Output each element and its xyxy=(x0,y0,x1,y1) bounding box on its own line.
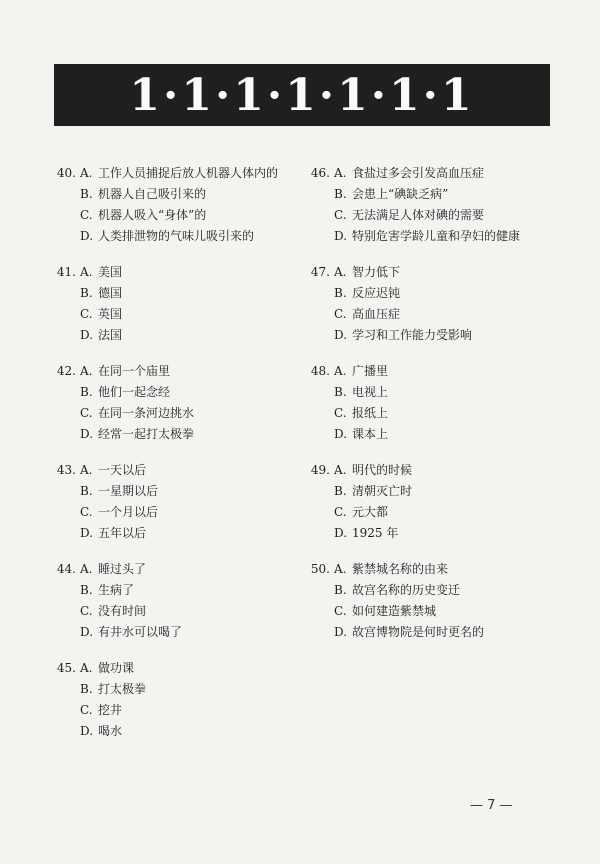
option-text: 如何建造紫禁城 xyxy=(352,604,437,618)
option-letter: C. xyxy=(80,505,93,519)
answer-option xyxy=(52,382,302,403)
option-letter: B. xyxy=(80,286,93,300)
answer-option xyxy=(52,523,302,544)
question-number: 44. xyxy=(56,562,76,576)
option-letter: B. xyxy=(80,583,93,597)
option-text: 电视上 xyxy=(352,385,389,399)
option-text: 故宫名称的历史变迁 xyxy=(352,583,461,597)
question-column-left xyxy=(52,163,302,757)
question-number: 40. xyxy=(56,166,76,180)
question-number: 49. xyxy=(310,463,330,477)
question-number: 43. xyxy=(56,463,76,477)
option-letter: D. xyxy=(80,526,94,540)
answer-option xyxy=(306,481,556,502)
option-text: 元大都 xyxy=(352,505,389,519)
answer-option xyxy=(52,679,302,700)
option-letter: B. xyxy=(80,385,93,399)
answer-option xyxy=(52,559,302,580)
answer-option xyxy=(52,580,302,601)
option-letter: B. xyxy=(80,484,93,498)
answer-option xyxy=(52,304,302,325)
option-letter: C. xyxy=(80,703,93,717)
question-number: 45. xyxy=(56,661,76,675)
option-letter: B. xyxy=(80,682,93,696)
question-44 xyxy=(52,559,302,643)
option-letter: B. xyxy=(334,385,347,399)
question-number: 42. xyxy=(56,364,76,378)
option-letter: D. xyxy=(80,724,94,738)
option-text: 一天以后 xyxy=(98,463,147,477)
option-text: 反应迟钝 xyxy=(352,286,401,300)
question-number: 46. xyxy=(310,166,330,180)
answer-option xyxy=(52,283,302,304)
option-text: 特别危害学龄儿童和孕妇的健康 xyxy=(352,229,521,243)
answer-option xyxy=(52,163,302,184)
option-text: 德国 xyxy=(98,286,123,300)
answer-option xyxy=(306,361,556,382)
answer-option xyxy=(52,502,302,523)
option-text: 1925 年 xyxy=(352,526,399,540)
answer-option xyxy=(52,700,302,721)
option-letter: A. xyxy=(80,265,93,279)
option-letter: D. xyxy=(80,625,94,639)
answer-option xyxy=(306,226,556,247)
option-letter: C. xyxy=(334,208,347,222)
option-text: 美国 xyxy=(98,265,123,279)
page-number: — 7 — xyxy=(470,798,513,813)
answer-option xyxy=(52,325,302,346)
option-text: 会患上“碘缺乏病” xyxy=(352,187,449,201)
question-42 xyxy=(52,361,302,445)
option-letter: A. xyxy=(334,364,347,378)
option-letter: D. xyxy=(334,229,348,243)
option-text: 打太极拳 xyxy=(98,682,147,696)
answer-option xyxy=(306,262,556,283)
option-letter: A. xyxy=(334,265,347,279)
option-text: 在同一条河边挑水 xyxy=(98,406,195,420)
option-text: 广播里 xyxy=(352,364,389,378)
option-letter: C. xyxy=(80,604,93,618)
question-49 xyxy=(306,460,556,544)
option-text: 智力低下 xyxy=(352,265,401,279)
option-text: 清朝灭亡时 xyxy=(352,484,413,498)
answer-option xyxy=(306,622,556,643)
option-text: 学习和工作能力受影响 xyxy=(352,328,473,342)
answer-option xyxy=(52,601,302,622)
question-47 xyxy=(306,262,556,346)
answer-option xyxy=(306,580,556,601)
option-text: 法国 xyxy=(98,328,123,342)
answer-option xyxy=(306,523,556,544)
option-letter: C. xyxy=(334,307,347,321)
option-letter: D. xyxy=(334,526,348,540)
option-letter: B. xyxy=(334,286,347,300)
option-letter: D. xyxy=(334,427,348,441)
option-text: 他们一起念经 xyxy=(98,385,171,399)
option-letter: A. xyxy=(334,166,347,180)
option-letter: C. xyxy=(334,505,347,519)
option-text: 没有时间 xyxy=(98,604,147,618)
answer-option xyxy=(306,601,556,622)
option-text: 英国 xyxy=(98,307,123,321)
question-48 xyxy=(306,361,556,445)
answer-option xyxy=(52,184,302,205)
option-text: 在同一个庙里 xyxy=(98,364,171,378)
option-text: 报纸上 xyxy=(352,406,389,420)
option-letter: D. xyxy=(80,229,94,243)
option-text: 一个月以后 xyxy=(98,505,159,519)
page-banner xyxy=(54,64,550,126)
option-text: 机器人吸入“身体”的 xyxy=(98,208,207,222)
answer-option xyxy=(52,205,302,226)
answer-option xyxy=(52,361,302,382)
option-letter: C. xyxy=(80,406,93,420)
option-text: 工作人员捕捉后放人机器人体内的 xyxy=(98,166,279,180)
option-text: 睡过头了 xyxy=(98,562,147,576)
answer-option xyxy=(306,163,556,184)
option-letter: D. xyxy=(334,625,348,639)
option-letter: A. xyxy=(334,562,347,576)
question-41 xyxy=(52,262,302,346)
option-text: 一星期以后 xyxy=(98,484,159,498)
answer-option xyxy=(52,226,302,247)
option-text: 高血压症 xyxy=(352,307,401,321)
option-letter: A. xyxy=(80,661,93,675)
answer-option xyxy=(306,559,556,580)
question-50 xyxy=(306,559,556,643)
option-text: 挖井 xyxy=(98,703,123,717)
option-text: 故宫博物院是何时更名的 xyxy=(352,625,485,639)
option-text: 五年以后 xyxy=(98,526,147,540)
question-40 xyxy=(52,163,302,247)
option-letter: C. xyxy=(334,604,347,618)
answer-option xyxy=(52,424,302,445)
answer-option xyxy=(52,622,302,643)
option-text: 紫禁城名称的由来 xyxy=(352,562,449,576)
answer-option xyxy=(52,403,302,424)
answer-option xyxy=(52,658,302,679)
question-number: 41. xyxy=(56,265,76,279)
option-text: 课本上 xyxy=(352,427,389,441)
question-45 xyxy=(52,658,302,742)
option-letter: A. xyxy=(334,463,347,477)
answer-option xyxy=(52,721,302,742)
answer-option xyxy=(306,205,556,226)
question-43 xyxy=(52,460,302,544)
option-letter: B. xyxy=(80,187,93,201)
answer-option xyxy=(306,460,556,481)
option-text: 人类排泄物的气味儿吸引来的 xyxy=(98,229,255,243)
question-number: 48. xyxy=(310,364,330,378)
option-text: 喝水 xyxy=(98,724,123,738)
option-letter: C. xyxy=(334,406,347,420)
option-text: 明代的时候 xyxy=(352,463,413,477)
answer-option xyxy=(52,460,302,481)
option-letter: D. xyxy=(80,427,94,441)
option-text: 食盐过多会引发高血压症 xyxy=(352,166,485,180)
option-letter: A. xyxy=(80,562,93,576)
option-letter: B. xyxy=(334,583,347,597)
question-46 xyxy=(306,163,556,247)
option-text: 生病了 xyxy=(98,583,135,597)
answer-option xyxy=(306,184,556,205)
answer-option xyxy=(306,502,556,523)
question-number: 50. xyxy=(310,562,330,576)
option-letter: C. xyxy=(80,208,93,222)
answer-option xyxy=(306,283,556,304)
answer-option xyxy=(306,403,556,424)
option-letter: B. xyxy=(334,484,347,498)
option-text: 经常一起打太极拳 xyxy=(98,427,195,441)
option-letter: D. xyxy=(334,328,348,342)
answer-option xyxy=(306,382,556,403)
option-text: 做功课 xyxy=(98,661,135,675)
question-number: 47. xyxy=(310,265,330,279)
banner-text: 1·1·1·1·1·1·1 xyxy=(129,69,475,121)
question-column-right xyxy=(306,163,556,658)
option-text: 机器人自己吸引来的 xyxy=(98,187,207,201)
answer-option xyxy=(306,424,556,445)
option-letter: A. xyxy=(80,364,93,378)
option-letter: D. xyxy=(80,328,94,342)
answer-option xyxy=(306,325,556,346)
answer-option xyxy=(52,262,302,283)
option-letter: A. xyxy=(80,166,93,180)
option-text: 无法满足人体对碘的需要 xyxy=(352,208,485,222)
answer-option xyxy=(306,304,556,325)
option-letter: B. xyxy=(334,187,347,201)
answer-option xyxy=(52,481,302,502)
option-text: 有井水可以喝了 xyxy=(98,625,183,639)
option-letter: A. xyxy=(80,463,93,477)
option-letter: C. xyxy=(80,307,93,321)
